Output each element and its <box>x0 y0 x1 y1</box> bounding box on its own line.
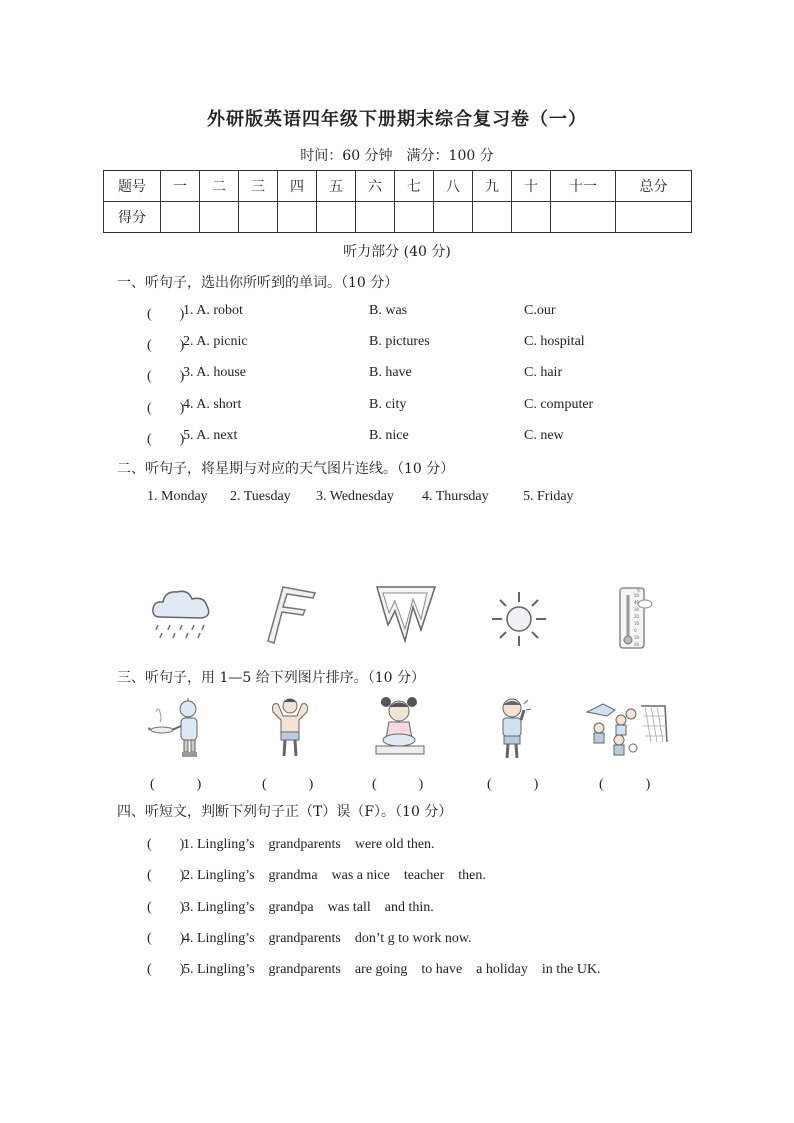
score-table-header-row <box>104 171 692 202</box>
weekday-item: 4. Thursday <box>422 489 489 504</box>
score-cell[interactable] <box>317 202 356 233</box>
option-c: C. hair <box>524 365 563 380</box>
score-cell[interactable] <box>161 202 200 233</box>
kids-football-picture[interactable] <box>585 698 669 760</box>
question-row <box>147 896 707 916</box>
snowy-icon[interactable] <box>375 585 437 647</box>
option-c: C. new <box>524 428 564 443</box>
option-b: B. city <box>369 397 407 412</box>
answer-blank[interactable]: ( ) <box>147 962 185 977</box>
statement-text: 2. Lingling’s grandma was a nice teacher then. <box>183 868 486 883</box>
weekday-item: 2. Tuesday <box>230 489 291 504</box>
girl-washing-picture[interactable] <box>372 694 428 762</box>
score-header-cell: 五 <box>317 171 356 202</box>
answer-blank[interactable]: ( ) <box>147 369 185 384</box>
thermometer-label: 40 <box>634 600 640 605</box>
thermometer-label: 0 <box>634 628 637 633</box>
score-cell[interactable] <box>356 202 395 233</box>
thermometer-icon[interactable] <box>614 585 656 651</box>
score-cell[interactable] <box>434 202 473 233</box>
score-header-cell: 题号 <box>104 171 161 202</box>
order-blank[interactable]: ( ) <box>262 777 314 792</box>
score-cell[interactable] <box>278 202 317 233</box>
section4-heading: 四、听短文，判断下列句子正（T）误（F）。（10 分） <box>117 804 453 820</box>
score-header-cell: 总分 <box>616 171 692 202</box>
option-a: 3. A. house <box>183 365 246 380</box>
section3-heading: 三、听句子，用 1—5 给下列图片排序。（10 分） <box>117 670 425 686</box>
rainy-icon[interactable] <box>148 585 214 641</box>
answer-blank[interactable]: ( ) <box>147 338 185 353</box>
score-cell[interactable] <box>616 202 692 233</box>
score-cell[interactable] <box>551 202 616 233</box>
order-blank[interactable]: ( ) <box>487 777 539 792</box>
score-table <box>103 170 692 233</box>
question-row <box>147 397 707 417</box>
order-blank[interactable]: ( ) <box>150 777 202 792</box>
thermometer-label: 10 <box>634 635 640 640</box>
weekday-item: 3. Wednesday <box>316 489 394 504</box>
answer-blank[interactable]: ( ) <box>147 432 185 447</box>
option-b: B. pictures <box>369 334 430 349</box>
statement-text: 1. Lingling’s grandparents were old then. <box>183 837 435 852</box>
option-c: C. computer <box>524 397 594 412</box>
option-b: B. have <box>369 365 412 380</box>
score-header-cell: 四 <box>278 171 317 202</box>
section1-heading: 一、听句子，选出你所听到的单词。（10 分） <box>117 275 399 291</box>
robot-cooking-picture[interactable] <box>148 698 208 762</box>
thermometer-label: 20 <box>634 614 640 619</box>
option-a: 1. A. robot <box>183 303 243 318</box>
score-table-row <box>104 202 692 233</box>
question-row <box>147 958 707 978</box>
question-row <box>147 365 707 385</box>
statement-text: 5. Lingling’s grandparents are going to have a holiday in the UK. <box>183 962 601 977</box>
option-c: C. hospital <box>524 334 585 349</box>
score-header-cell: 十一 <box>551 171 616 202</box>
question-row <box>147 428 707 448</box>
answer-blank[interactable]: ( ) <box>147 931 185 946</box>
strong-boy-picture[interactable] <box>266 696 314 762</box>
score-header-cell: 一 <box>161 171 200 202</box>
option-a: 5. A. next <box>183 428 238 443</box>
statement-text: 3. Lingling’s grandpa was tall and thin. <box>183 900 434 915</box>
question-row <box>147 303 707 323</box>
statement-text: 4. Lingling’s grandparents don’t g to work now. <box>183 931 472 946</box>
option-a: 2. A. picnic <box>183 334 248 349</box>
option-c: C.our <box>524 303 556 318</box>
option-a: 4. A. short <box>183 397 242 412</box>
score-header-cell: 三 <box>239 171 278 202</box>
score-header-cell: 二 <box>200 171 239 202</box>
answer-blank[interactable]: ( ) <box>147 868 185 883</box>
question-row <box>147 927 707 947</box>
listening-heading: 听力部分 (40 分) <box>343 244 451 260</box>
score-cell[interactable] <box>239 202 278 233</box>
score-cell[interactable] <box>395 202 434 233</box>
question-row <box>147 833 707 853</box>
order-blank[interactable]: ( ) <box>372 777 424 792</box>
score-row-label: 得分 <box>104 202 161 233</box>
section2-heading: 二、听句子，将星期与对应的天气图片连线。（10 分） <box>117 461 455 477</box>
sick-boy-picture[interactable] <box>492 696 536 762</box>
page-title: 外研版英语四年级下册期末综合复习卷（一） <box>207 109 587 130</box>
weekday-item: 5. Friday <box>523 489 574 504</box>
score-header-cell: 九 <box>473 171 512 202</box>
answer-blank[interactable]: ( ) <box>147 401 185 416</box>
option-b: B. was <box>369 303 408 318</box>
score-header-cell: 八 <box>434 171 473 202</box>
answer-blank[interactable]: ( ) <box>147 307 185 322</box>
windy-icon[interactable] <box>265 583 321 645</box>
question-row <box>147 864 707 884</box>
option-b: B. nice <box>369 428 409 443</box>
thermometer-label: 30 <box>634 607 640 612</box>
score-header-cell: 六 <box>356 171 395 202</box>
question-row <box>147 334 707 354</box>
thermometer-label: 10 <box>634 621 640 626</box>
order-blank[interactable]: ( ) <box>599 777 651 792</box>
thermometer-label: 50 <box>634 593 640 598</box>
weekday-item: 1. Monday <box>147 489 208 504</box>
sunny-icon[interactable] <box>490 590 548 648</box>
score-header-cell: 七 <box>395 171 434 202</box>
exam-time-score: 时间：60 分钟 满分：100 分 <box>300 148 494 164</box>
score-cell[interactable] <box>512 202 551 233</box>
answer-blank[interactable]: ( ) <box>147 837 185 852</box>
score-cell[interactable] <box>200 202 239 233</box>
thermometer-label: 20 <box>634 642 640 647</box>
score-header-cell: 十 <box>512 171 551 202</box>
answer-blank[interactable]: ( ) <box>147 900 185 915</box>
thermometer-label: ℃ <box>636 588 641 593</box>
score-cell[interactable] <box>473 202 512 233</box>
